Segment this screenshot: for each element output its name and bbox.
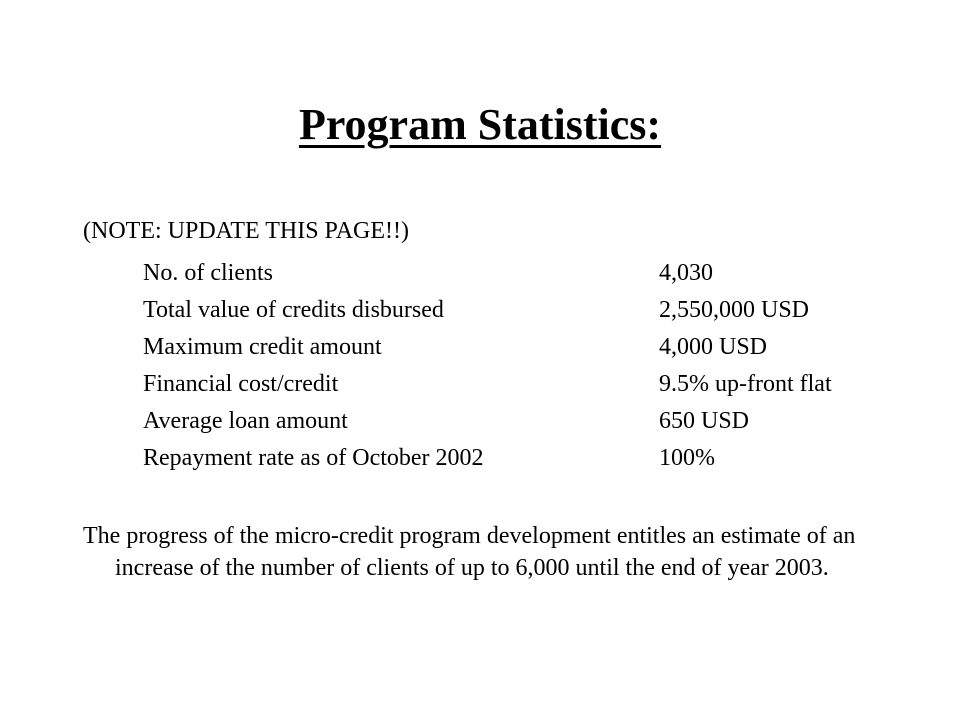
- stat-label: Total value of credits disbursed: [143, 296, 444, 323]
- stat-label: Average loan amount: [143, 407, 348, 434]
- stat-value: 4,000 USD: [659, 333, 768, 360]
- stat-label: Maximum credit amount: [143, 333, 382, 360]
- stat-value: 100%: [659, 444, 715, 471]
- statistics-list: [143, 254, 863, 476]
- stat-label: Financial cost/credit: [143, 370, 339, 397]
- stat-value: 2,550,000 USD: [659, 296, 810, 323]
- update-note: (NOTE: UPDATE THIS PAGE!!): [83, 218, 409, 244]
- stat-value: 650 USD: [659, 407, 750, 434]
- stat-value: 9.5% up-front flat: [659, 370, 832, 397]
- stat-row-credits-disbursed: [143, 291, 863, 328]
- progress-paragraph: The progress of the micro-credit program development entitles an estimate of an increase of the number of clients of up to 6,000 until the end of year 2003.: [83, 523, 856, 581]
- stat-row-average-loan: [143, 402, 863, 439]
- slide-title: Program Statistics:: [298, 100, 662, 149]
- stat-row-financial-cost: [143, 365, 863, 402]
- stat-label: No. of clients: [143, 259, 273, 286]
- stat-row-maximum-credit: [143, 328, 863, 365]
- stat-value: 4,030: [659, 259, 713, 286]
- stat-row-clients: [143, 254, 863, 291]
- stat-label: Repayment rate as of October 2002: [143, 444, 484, 471]
- stat-row-repayment-rate: [143, 439, 863, 476]
